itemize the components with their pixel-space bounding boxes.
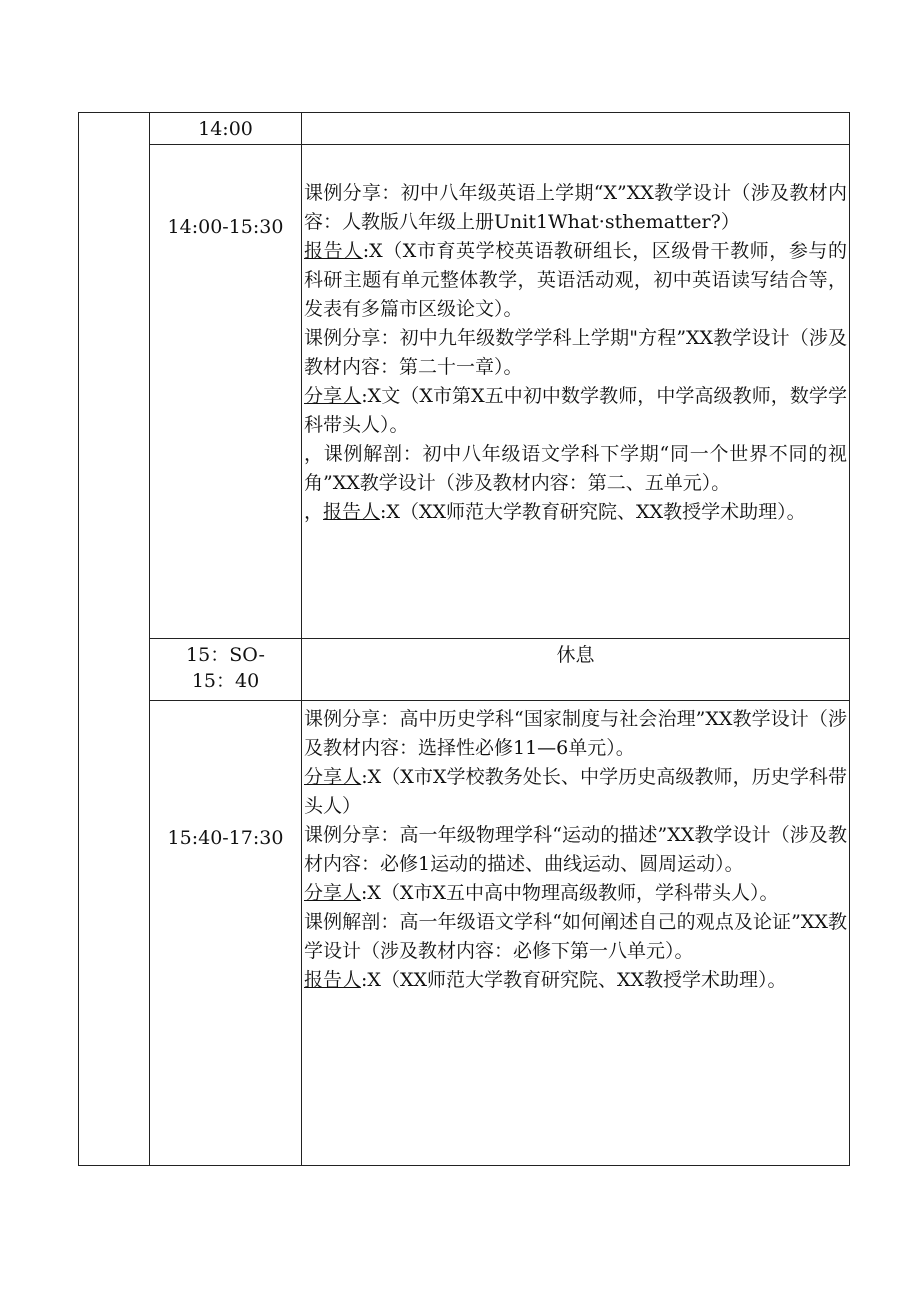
table-row (79, 701, 850, 1166)
time-cell (150, 639, 302, 701)
paragraph-text: :X（X市育英学校英语教研组长，区级骨干教师，参与的科研主题有单元整体教学，英语活动观，初中英语读写结合等，发表有多篇市区级论文）。 (304, 240, 847, 320)
session-paragraph (304, 382, 847, 440)
time-text-line2: 15：40 (191, 670, 260, 692)
paragraph-text: 课例分享：高中历史学科“国家制度与社会治理”XX教学设计（涉及教材内容：选择性必修11—6单元）。 (304, 708, 847, 759)
schedule-table (78, 112, 850, 1166)
paragraph-text: 课例分享：初中八年级英语上学期“X”XX教学设计（涉及教材内容：人教版八年级上册Unit1What·sthematter?） (304, 182, 847, 233)
paragraph-text: 课例分享：初中九年级数学学科上学期"方程”XX教学设计（涉及教材内容：第二十一章）。 (304, 327, 847, 378)
session-paragraph (304, 821, 847, 879)
content-cell (302, 113, 850, 145)
role-label: 分享人 (304, 766, 362, 788)
paragraph-text: :X（X市X五中高中物理高级教师，学科带头人）。 (361, 882, 779, 904)
role-label: 报告人 (304, 969, 362, 991)
table-row (79, 639, 850, 701)
paragraph-text: :X（XX师范大学教育研究院、XX教授学术助理）。 (361, 969, 787, 991)
content-cell (302, 701, 850, 1166)
table-row (79, 145, 850, 639)
table-row (79, 113, 850, 145)
paragraph-text: ，课例解剖：初中八年级语文学科下学期“同一个世界不同的视角”XX教学设计（涉及教材内容：第二、五单元）。 (304, 443, 847, 494)
time-text: 14:00-15:30 (167, 215, 284, 238)
blank-left-cell (79, 113, 150, 1166)
session-paragraph (304, 324, 847, 382)
paragraph-text: :X（X市X学校教务处长、中学历史高级教师，历史学科带头人） (304, 766, 847, 817)
session-paragraph (304, 440, 847, 498)
session-paragraph (304, 498, 847, 527)
role-label: 分享人 (304, 385, 362, 407)
paragraph-text: 课例解剖：高一年级语文学科“如何阐述自己的观点及论证”XX教学设计（涉及教材内容：必修下第一八单元）。 (304, 911, 847, 962)
role-label: 分享人 (304, 882, 362, 904)
session-paragraph (304, 966, 847, 995)
session-paragraph (304, 908, 847, 966)
content-cell (302, 145, 850, 639)
paragraph-text: :X文（X市第X五中初中数学教师，中学高级教师，数学学科带头人）。 (304, 385, 847, 436)
rest-label: 休息 (556, 644, 595, 666)
time-text: 14:00 (198, 117, 253, 140)
session-paragraph (304, 879, 847, 908)
time-text-line1: 15：SO- (186, 644, 265, 666)
time-text: 15:40-17:30 (167, 827, 284, 849)
session-paragraph (304, 179, 847, 237)
paragraph-text: :X（XX师范大学教育研究院、XX教授学术助理）。 (380, 501, 806, 523)
role-label: 报告人 (304, 240, 363, 262)
prefix: ， (304, 501, 324, 523)
paragraph-text: 课例分享：高一年级物理学科“运动的描述”XX教学设计（涉及教材内容：必修1运动的描述、曲线运动、圆周运动）。 (304, 824, 847, 875)
time-cell (150, 701, 302, 1166)
session-paragraph (304, 237, 847, 324)
content-cell (302, 639, 850, 701)
role-label: 报告人 (323, 501, 381, 523)
session-paragraph (304, 705, 847, 763)
session-paragraph (304, 763, 847, 821)
time-cell (150, 145, 302, 639)
time-cell (150, 113, 302, 145)
